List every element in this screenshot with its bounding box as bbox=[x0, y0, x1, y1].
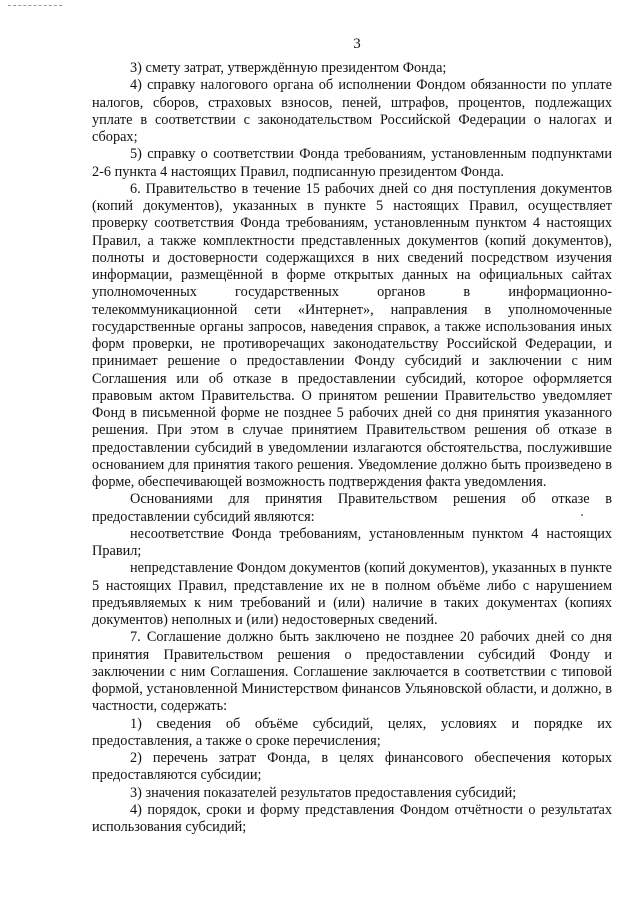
scan-artifact bbox=[8, 5, 62, 7]
paragraph: 3) смету затрат, утверждённую президентом Фонда; bbox=[130, 60, 447, 76]
paragraph: Основаниями для принятия Правительством решения об отказе в предоставлении субсидий являются: bbox=[92, 491, 612, 525]
paragraph: 7. Соглашение должно быть заключено не позднее 20 рабочих дней со дня принятия Правительством решения о предоставлении субсидий Фонду и заключении с ним Соглашения. Соглашение заключается в соответствии с типовой формой, установленной Министерством финансов Ульяновской области, и должно, в частности, содержать: bbox=[92, 629, 612, 715]
paragraph: 6. Правительство в течение 15 рабочих дней со дня поступления документов (копий документов), указанных в пункте 5 настоящих Правил, осуществляет проверку соответствия Фонда требованиям, установленным пунктом 4 настоящих Правил, а также комплектности представленных документов (копий документов), полноты и достоверности содержащихся в них сведений посредством изучения информации, размещённой в форме открытых данных на официальных сайтах уполномоченных государственных органов в информационно-телекоммуникационной сети «Интернет», направления в уполномоченные государственные органы запросов, наведения справок, а также использования иных форм проверки, не противоречащих законодательству Российской Федерации, и принимает решение о предоставлении Фонду субсидий и заключении с ним Соглашения или об отказе в предоставлении субсидий, которое оформляется правовым актом Правительства. О принятом решении Правительство уведомляет Фонд в письменной форме не позднее 5 рабочих дней со дня принятия указанного решения. При этом в случае принятием Правительством решения об отказе в предоставлении субсидий в уведомлении излагаются обстоятельства, послужившие основанием для принятия такого решения. Уведомление должно быть произведено в форме, обеспечивающей возможность подтверждения факта уведомления. bbox=[92, 180, 612, 490]
paragraph: 4) порядок, сроки и форму представления Фондом отчётности о результатах использования субсидий; bbox=[92, 801, 612, 835]
paragraph: 1) сведения об объёме субсидий, целях, условиях и порядке их предоставления, а также о сроке перечисления; bbox=[92, 715, 612, 749]
paragraph: 5) справку о соответствии Фонда требованиям, установленным подпунктами 2-6 пункта 4 настоящих Правил, подписанную президентом Фонда. bbox=[92, 146, 612, 180]
paragraph: 4) справку налогового органа об исполнении Фондом обязанности по уплате налогов, сборов, страховых взносов, пеней, штрафов, процентов, подлежащих уплате в соответствии с законодательством Российской Федерации о налогах и сборах; bbox=[92, 77, 612, 145]
page-number: 3 bbox=[353, 36, 361, 52]
paragraph: непредставление Фондом документов (копий документов), указанных в пункте 5 настоящих Правил, представление их не в полном объёме либо с нарушением предъявляемых к ним требований и (или) наличие в таких документах (копиях документов) неполных и (или) недостоверных сведений. bbox=[92, 560, 612, 628]
paragraph: 2) перечень затрат Фонда, в целях финансового обеспечения которых предоставляются субсидии; bbox=[92, 750, 612, 784]
document-body bbox=[92, 60, 612, 836]
paragraph: несоответствие Фонда требованиям, установленным пунктом 4 настоящих Правил; bbox=[92, 525, 612, 559]
paragraph: 3) значения показателей результатов предоставления субсидий; bbox=[130, 784, 517, 801]
